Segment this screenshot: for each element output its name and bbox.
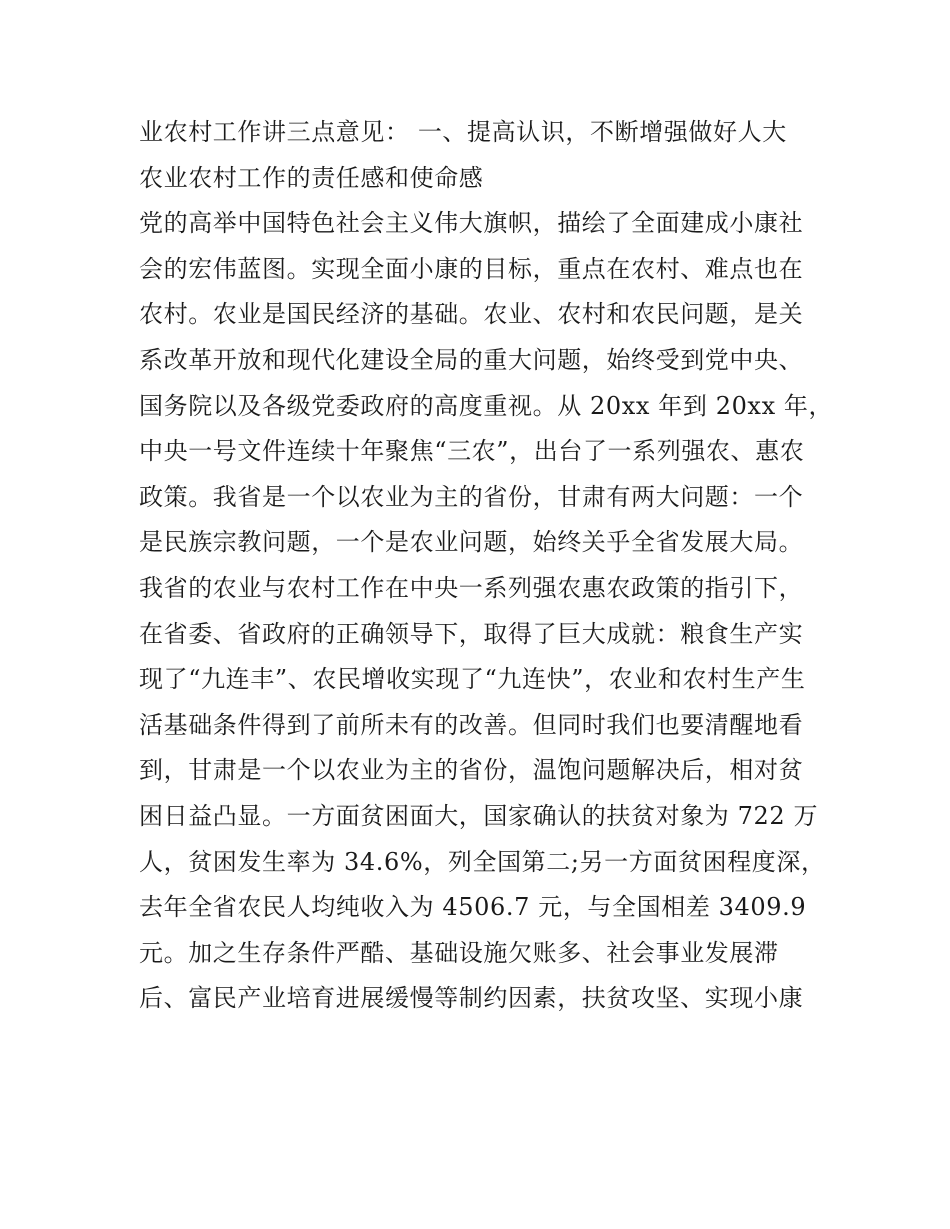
text-line: 现了“九连丰”、农民增收实现了“九连快”，农业和农村生产生 (139, 665, 806, 694)
body-text (139, 110, 834, 1022)
text-line: 中央一号文件连续十年聚焦“三农”，出台了一系列强农、惠农 (139, 437, 805, 466)
text-line: 去年全省农民人均纯收入为 4506.7 元，与全国相差 3409.9 (139, 893, 807, 922)
text-line: 农业农村工作的责任感和使命感 (139, 163, 484, 192)
text-line: 元。加之生存条件严酷、基础设施欠账多、社会事业发展滞 (139, 938, 779, 967)
text-line: 人，贫困发生率为 34.6%，列全国第二;另一方面贫困程度深， (139, 847, 826, 876)
text-line: 业农村工作讲三点意见： 一、提高认识，不断增强做好人大 (139, 118, 787, 146)
text-line: 农村。农业是国民经济的基础。农业、农村和农民问题，是关 (139, 300, 804, 329)
text-line: 会的宏伟蓝图。实现全面小康的目标，重点在农村、难点也在 (139, 254, 804, 283)
text-line: 国务院以及各级党委政府的高度重视。从 20xx 年到 20xx 年， (139, 391, 834, 420)
text-line: 党的高举中国特色社会主义伟大旗帜，描绘了全面建成小康社 (139, 209, 804, 238)
text-line: 到，甘肃是一个以农业为主的省份，温饱问题解决后，相对贫 (139, 756, 804, 785)
text-line: 在省委、省政府的正确领导下，取得了巨大成就：粮食生产实 (139, 619, 804, 648)
text-line: 后、富民产业培育进展缓慢等制约因素，扶贫攻坚、实现小康 (139, 984, 804, 1013)
text-line: 系改革开放和现代化建设全局的重大问题，始终受到党中央、 (139, 345, 804, 374)
text-line: 政策。我省是一个以农业为主的省份，甘肃有两大问题：一个 (139, 482, 804, 511)
text-line: 困日益凸显。一方面贫困面大，国家确认的扶贫对象为 722 万 (139, 801, 819, 830)
text-line: 是民族宗教问题，一个是农业问题，始终关乎全省发展大局。 (139, 528, 804, 557)
text-line: 我省的农业与农村工作在中央一系列强农惠农政策的指引下， (139, 573, 804, 602)
text-line: 活基础条件得到了前所未有的改善。但同时我们也要清醒地看 (139, 710, 804, 739)
